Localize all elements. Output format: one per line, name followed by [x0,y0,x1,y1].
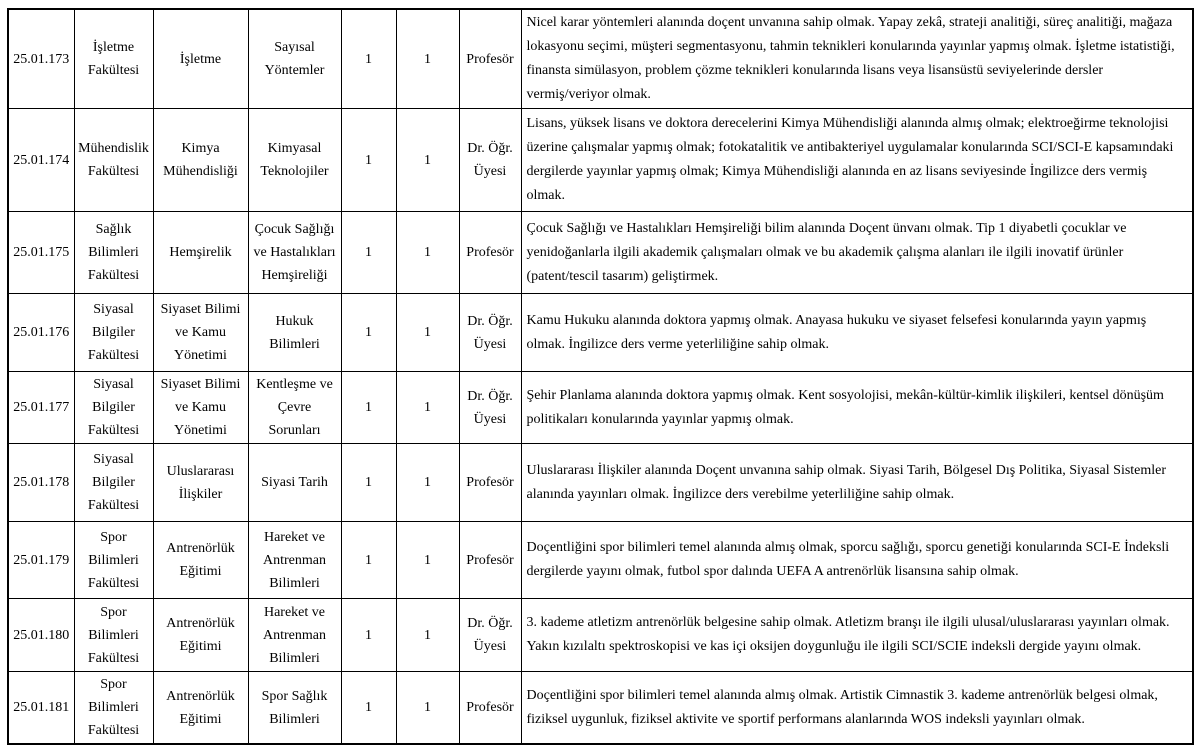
job-postings-table [7,8,1194,745]
table-row [8,294,1193,372]
cell-faculty: Siyasal Bilgiler Fakültesi [74,444,153,522]
cell-position-code: 25.01.178 [8,444,74,522]
cell-field: Kimyasal Teknolojiler [248,109,341,212]
cell-department: Siyaset Bilimi ve Kamu Yönetimi [153,294,248,372]
cell-count-1: 1 [341,212,396,294]
cell-count-1: 1 [341,444,396,522]
cell-count-1: 1 [341,9,396,109]
table-row [8,672,1193,745]
cell-field: Hareket ve Antrenman Bilimleri [248,522,341,599]
cell-position-code: 25.01.176 [8,294,74,372]
cell-count-1: 1 [341,109,396,212]
cell-requirements: Şehir Planlama alanında doktora yapmış olmak. Kent sosyolojisi, mekân-kültür-kimlik ilişkileri, kentsel dönüşüm politikaları konularında yayınlar yapmış olmak. [521,372,1193,444]
table-row [8,522,1193,599]
table-row [8,109,1193,212]
table-row [8,599,1193,672]
cell-field: Sayısal Yöntemler [248,9,341,109]
cell-requirements: Lisans, yüksek lisans ve doktora derecelerini Kimya Mühendisliği alanında almış olmak; elektroeğirme teknolojisi üzerine çalışmalar yapmış olmak; fotokatalitik ve antibakteriyel uygulamalar konularında SCI/SCI-E kapsamındaki dergilerde yayınlar yapmış olmak; Kimya Mühendisliği alanında en az lisans seviyesinde İngilizce ders vermiş olmak. [521,109,1193,212]
document-page [7,8,1194,745]
cell-count-2: 1 [396,522,459,599]
cell-position-code: 25.01.175 [8,212,74,294]
cell-position-code: 25.01.180 [8,599,74,672]
cell-position-code: 25.01.177 [8,372,74,444]
cell-count-1: 1 [341,522,396,599]
cell-count-2: 1 [396,672,459,745]
cell-faculty: Siyasal Bilgiler Fakültesi [74,372,153,444]
cell-academic-title: Dr. Öğr. Üyesi [459,109,521,212]
cell-count-2: 1 [396,599,459,672]
cell-position-code: 25.01.179 [8,522,74,599]
cell-field: Siyasi Tarih [248,444,341,522]
table-row [8,9,1193,109]
cell-faculty: Mühendislik Fakültesi [74,109,153,212]
cell-count-2: 1 [396,444,459,522]
cell-field: Hukuk Bilimleri [248,294,341,372]
cell-department: Antrenörlük Eğitimi [153,522,248,599]
cell-department: Uluslararası İlişkiler [153,444,248,522]
cell-department: Siyaset Bilimi ve Kamu Yönetimi [153,372,248,444]
cell-department: İşletme [153,9,248,109]
cell-faculty: Spor Bilimleri Fakültesi [74,599,153,672]
cell-academic-title: Dr. Öğr. Üyesi [459,294,521,372]
cell-academic-title: Dr. Öğr. Üyesi [459,599,521,672]
cell-field: Çocuk Sağlığı ve Hastalıkları Hemşireliği [248,212,341,294]
cell-position-code: 25.01.174 [8,109,74,212]
cell-requirements: Doçentliğini spor bilimleri temel alanında almış olmak. Artistik Cimnastik 3. kademe antrenörlük belgesi olmak, fiziksel uygunluk, fiziksel aktivite ve sportif performans alanlarında WOS indeksli yayınları olmak. [521,672,1193,745]
cell-department: Kimya Mühendisliği [153,109,248,212]
cell-count-1: 1 [341,294,396,372]
cell-requirements: Kamu Hukuku alanında doktora yapmış olmak. Anayasa hukuku ve siyaset felsefesi konularında yayın yapmış olmak. İngilizce ders verme yeterliliğine sahip olmak. [521,294,1193,372]
cell-count-1: 1 [341,599,396,672]
cell-department: Antrenörlük Eğitimi [153,599,248,672]
cell-requirements: 3. kademe atletizm antrenörlük belgesine sahip olmak. Atletizm branşı ile ilgili ulusal/uluslararası yayınları olmak. Yakın kızılaltı spektroskopisi ve kas içi oksijen doygunluğu ile ilgili SCI/SCIE indeksli dergide yayını olmak. [521,599,1193,672]
cell-count-1: 1 [341,372,396,444]
cell-faculty: Sağlık Bilimleri Fakültesi [74,212,153,294]
cell-requirements: Nicel karar yöntemleri alanında doçent unvanına sahip olmak. Yapay zekâ, strateji analitiği, süreç analitiği, mağaza lokasyonu seçimi, müşteri segmentasyonu, tahmin teknikleri konularında yayınlar yapmış olmak. İşletme istatistiği, finansta simülasyon, problem çözme teknikleri konularında lisans veya lisansüstü seviyelerinde dersler vermiş/veriyor olmak. [521,9,1193,109]
cell-position-code: 25.01.173 [8,9,74,109]
table-row [8,372,1193,444]
cell-academic-title: Profesör [459,212,521,294]
cell-academic-title: Profesör [459,444,521,522]
table-row [8,444,1193,522]
cell-field: Spor Sağlık Bilimleri [248,672,341,745]
cell-faculty: Siyasal Bilgiler Fakültesi [74,294,153,372]
cell-faculty: İşletme Fakültesi [74,9,153,109]
cell-academic-title: Profesör [459,9,521,109]
cell-academic-title: Profesör [459,522,521,599]
cell-count-2: 1 [396,109,459,212]
cell-count-2: 1 [396,212,459,294]
cell-count-2: 1 [396,9,459,109]
cell-field: Hareket ve Antrenman Bilimleri [248,599,341,672]
table-row [8,212,1193,294]
cell-count-2: 1 [396,294,459,372]
cell-count-1: 1 [341,672,396,745]
cell-faculty: Spor Bilimleri Fakültesi [74,522,153,599]
cell-requirements: Çocuk Sağlığı ve Hastalıkları Hemşireliği bilim alanında Doçent ünvanı olmak. Tip 1 diyabetli çocuklar ve yenidoğanlarla ilgili akademik çalışmaları olmak ve bu akademik çalışma alanları ile ilgili inovatif ürünler (patent/tescil tasarım) geliştirmek. [521,212,1193,294]
cell-academic-title: Dr. Öğr. Üyesi [459,372,521,444]
cell-count-2: 1 [396,372,459,444]
cell-department: Antrenörlük Eğitimi [153,672,248,745]
cell-department: Hemşirelik [153,212,248,294]
cell-faculty: Spor Bilimleri Fakültesi [74,672,153,745]
cell-requirements: Doçentliğini spor bilimleri temel alanında almış olmak, sporcu sağlığı, sporcu genetiği konularında SCI-E İndeksli dergilerde yayını olmak, futbol spor dalında UEFA A antrenörlük lisansına sahip olmak. [521,522,1193,599]
cell-academic-title: Profesör [459,672,521,745]
cell-field: Kentleşme ve Çevre Sorunları [248,372,341,444]
cell-position-code: 25.01.181 [8,672,74,745]
cell-requirements: Uluslararası İlişkiler alanında Doçent unvanına sahip olmak. Siyasi Tarih, Bölgesel Dış Politika, Siyasal Sistemler alanında yayınları olmak. İngilizce ders verebilme yeterliliğine sahip olmak. [521,444,1193,522]
